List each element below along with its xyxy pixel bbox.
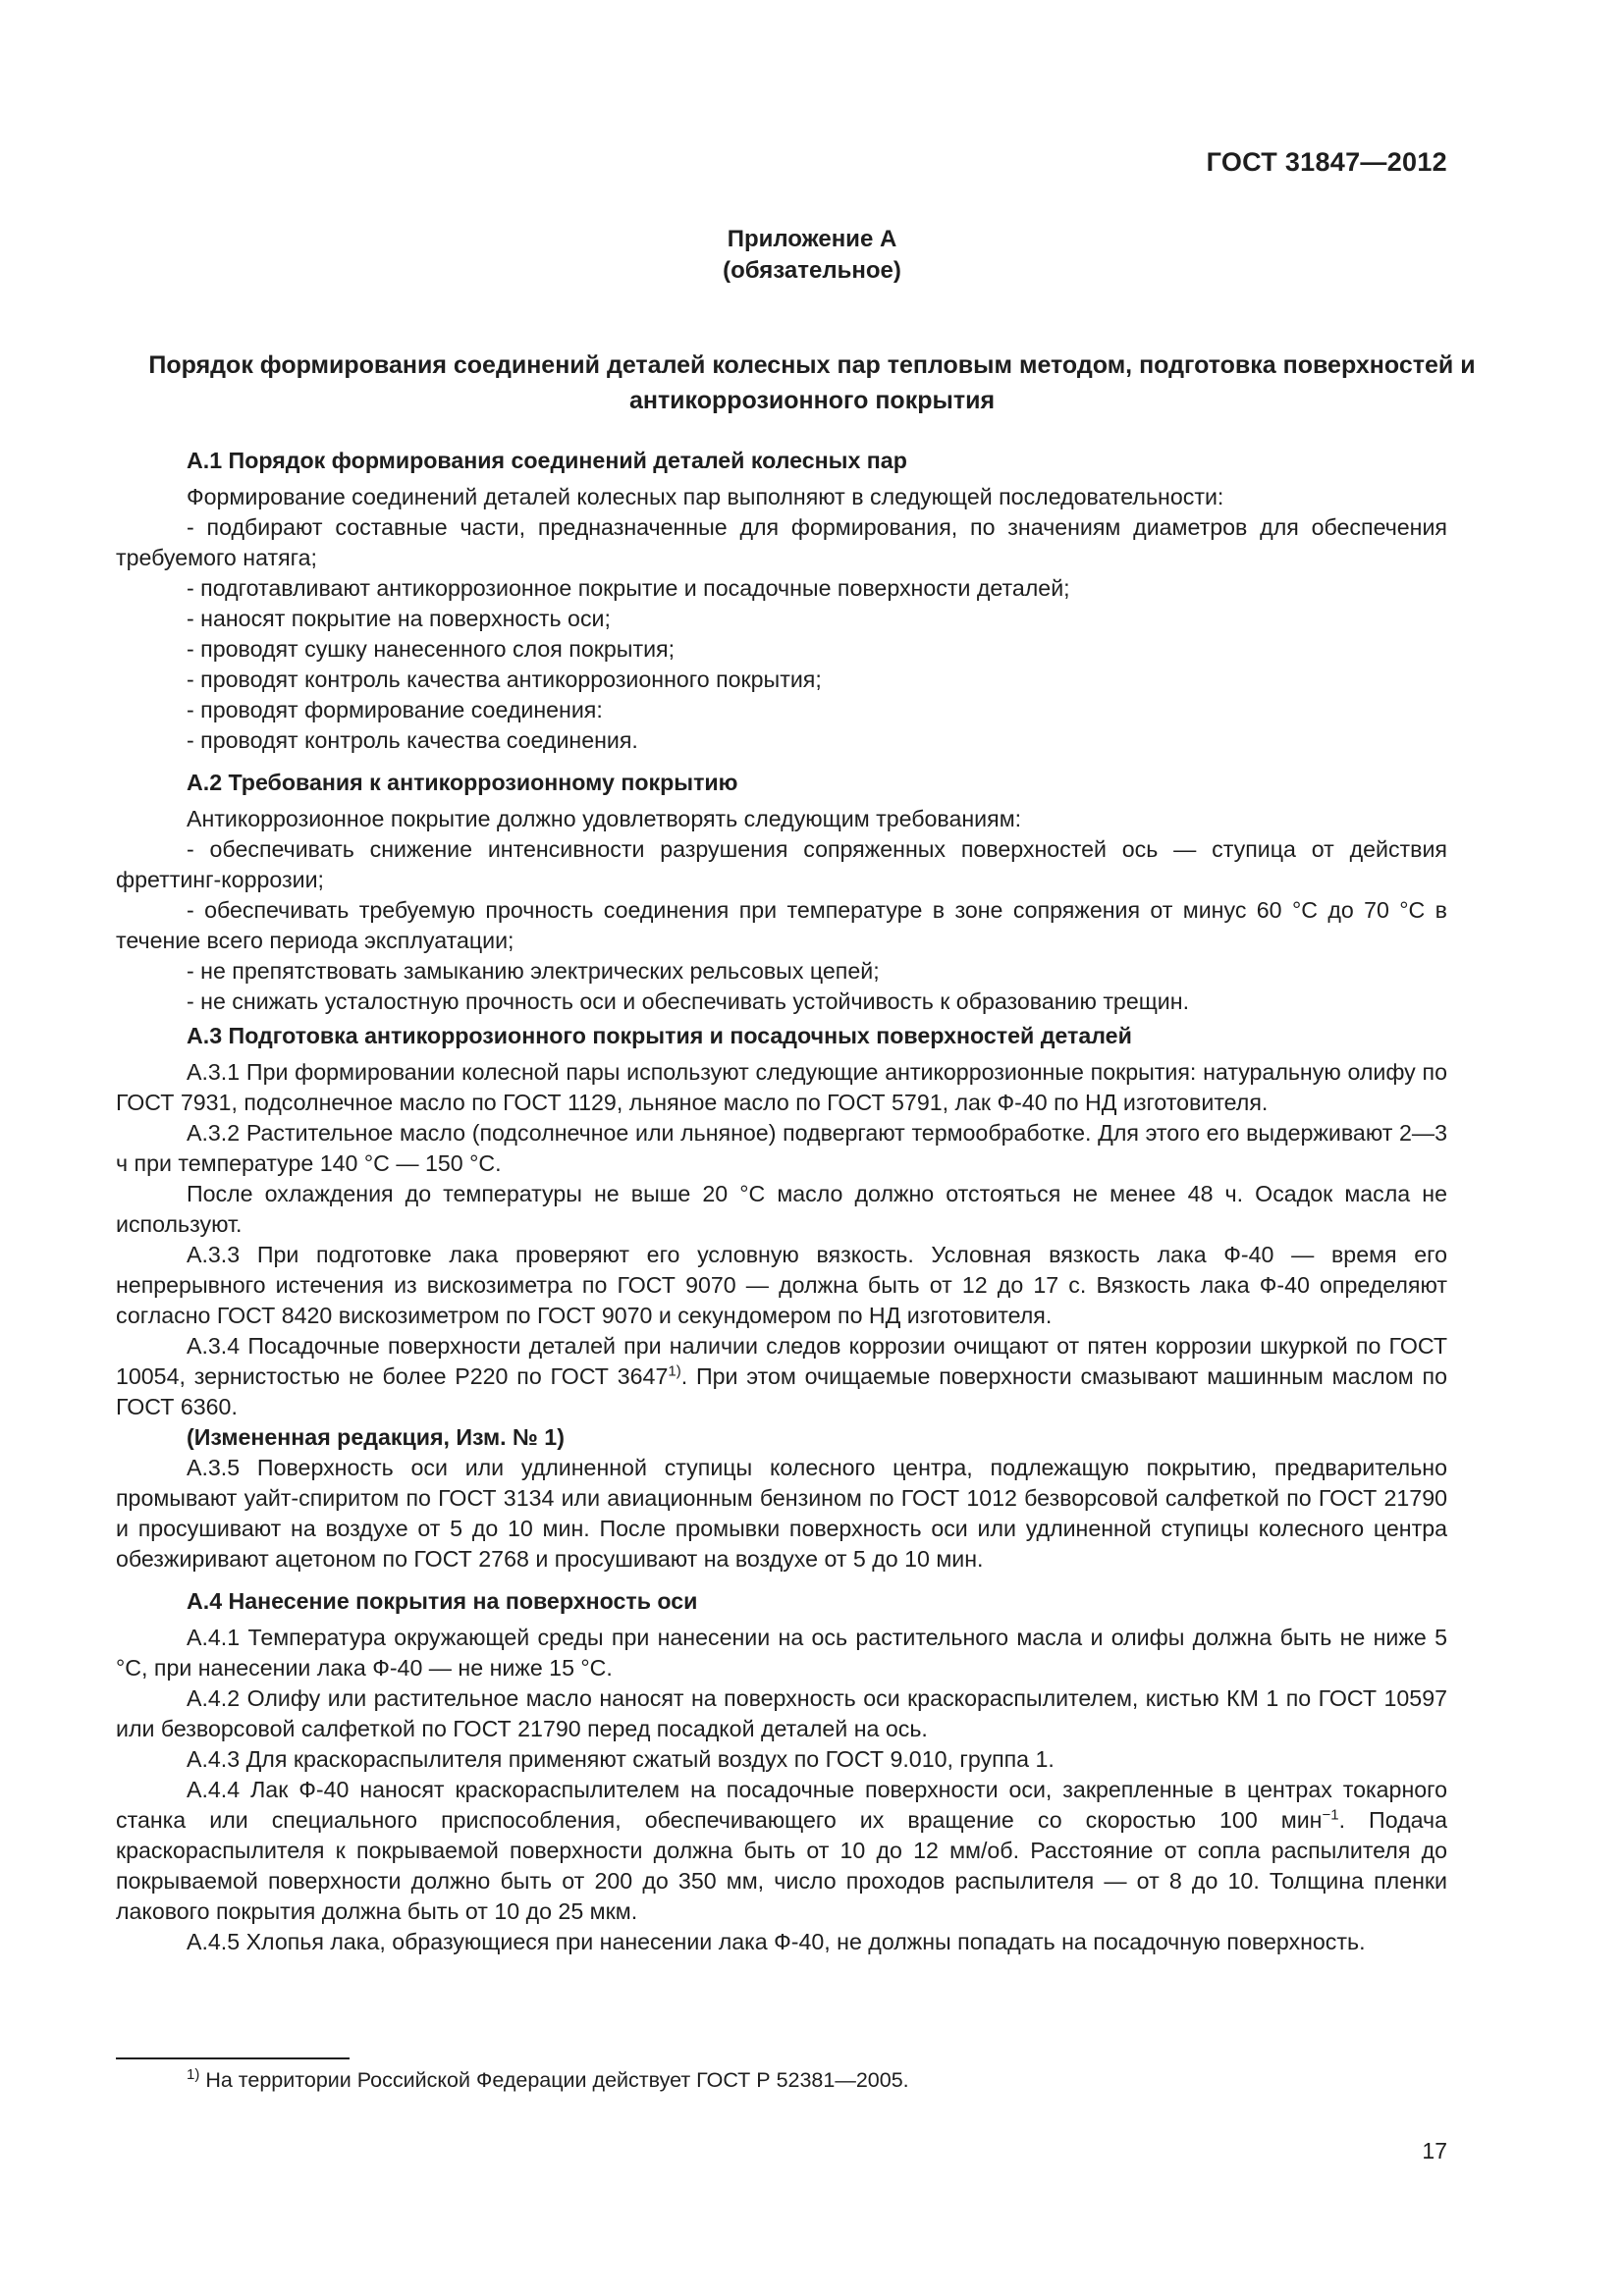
footnote-reference: 1)	[668, 1362, 681, 1380]
section-a1-list-item: - проводят сушку нанесенного слоя покрытия;	[187, 636, 676, 662]
clause-a4-4-text-start: А.4.4 Лак Ф-40 наносят краскораспылителем на посадочные поверхности оси, закрепленные в центрах токарного станка или специального приспособления, обеспечивающего их вращение со скоростью 100 мин	[116, 1777, 1447, 1833]
amendment-note: (Измененная редакция, Изм. № 1)	[187, 1424, 565, 1450]
section-a3-title: А.3 Подготовка антикоррозионного покрытия и посадочных поверхностей деталей	[187, 1023, 1132, 1048]
appendix-status: (обязательное)	[723, 257, 901, 284]
footnote-mark: 1)	[187, 2065, 200, 2083]
appendix-heading	[0, 224, 1624, 287]
section-a4-title: А.4 Нанесение покрытия на поверхность оси	[187, 1588, 698, 1614]
page-number: 17	[1422, 2138, 1447, 2163]
clause-a3-4-text-start: А.3.4 Посадочные поверхности деталей при наличии следов коррозии очищают от пятен коррозии шкуркой по ГОСТ 10054, зернистостью не более Р220 по ГОСТ 3647	[116, 1333, 1447, 1389]
clause-a4-2: А.4.2 Олифу или растительное масло наносят на поверхность оси краскораспылителем, кистью КМ 1 по ГОСТ 10597 или безворсовой салфеткой по ГОСТ 21790 перед посадкой деталей на ось.	[116, 1685, 1447, 1741]
clause-a3-1: А.3.1 При формировании колесной пары используют следующие антикоррозионные покрытия: натуральную олифу по ГОСТ 7931, подсолнечное масло по ГОСТ 1129, льняное масло по ГОСТ 5791, лак Ф-40 по НД изготовителя.	[116, 1059, 1447, 1115]
section-a1-list-item: - проводят контроль качества антикоррозионного покрытия;	[187, 667, 822, 692]
section-a2-list-item: - не снижать усталостную прочность оси и обеспечивать устойчивость к образованию трещин.	[187, 988, 1190, 1014]
clause-a4-3: А.4.3 Для краскораспылителя применяют сжатый воздух по ГОСТ 9.010, группа 1.	[187, 1746, 1055, 1772]
footnote-text: На территории Российской Федерации действует ГОСТ Р 52381—2005.	[199, 2068, 909, 2092]
clause-a3-4	[116, 1331, 1447, 1422]
appendix-title: Приложение А	[727, 226, 897, 252]
clause-a4-1: А.4.1 Температура окружающей среды при нанесении на ось растительного масла и олифы должна быть не ниже 5 °С, при нанесении лака Ф-40 — не ниже 15 °С.	[116, 1625, 1447, 1681]
section-a2-paragraph: Антикоррозионное покрытие должно удовлетворять следующим требованиям:	[187, 806, 1022, 831]
document-code: ГОСТ 31847—2012	[1206, 147, 1447, 177]
section-a2-list-item: - не препятствовать замыканию электрических рельсовых цепей;	[187, 958, 880, 984]
section-a1-paragraph: Формирование соединений деталей колесных пар выполняют в следующей последовательности:	[187, 484, 1224, 509]
unit-exponent: −1	[1322, 1806, 1339, 1824]
footnote-divider	[116, 2057, 350, 2059]
clause-a3-3: А.3.3 При подготовке лака проверяют его условную вязкость. Условная вязкость лака Ф-40 — время его непрерывного истечения из вискозиметра по ГОСТ 9070 — должна быть от 12 до 17 с. Вязкость лака Ф-40 определяют согласно ГОСТ 8420 вискозиметром по ГОСТ 9070 и секундомером по НД изготовителя.	[116, 1242, 1447, 1328]
clause-a4-4-text-end: . Подача краскораспылителя к покрываемой поверхности должна быть от 10 до 12 мм/об. Расстояние от сопла распылителя до покрываемой поверхности должно быть от 200 до 350 мм, число проходов распылителя — от 8 до 10. Толщина пленки лакового покрытия должна быть от 10 до 25 мкм.	[116, 1807, 1447, 1924]
section-a1-title: А.1 Порядок формирования соединений деталей колесных пар	[187, 448, 907, 473]
section-a2-list-item: - обеспечивать требуемую прочность соединения при температуре в зоне сопряжения от минус 60 °С до 70 °С в течение всего периода эксплуатации;	[116, 897, 1447, 953]
clause-a4-4	[116, 1775, 1447, 1927]
section-a1-list-item: - подбирают составные части, предназначенные для формирования, по значениям диаметров для обеспечения требуемого натяга;	[116, 514, 1447, 570]
footnote	[187, 2065, 909, 2095]
clause-a3-5: А.3.5 Поверхность оси или удлиненной ступицы колесного центра, подлежащую покрытию, предварительно промывают уайт-спиритом по ГОСТ 3134 или авиационным бензином по ГОСТ 1012 безворсовой салфеткой по ГОСТ 21790 и просушивают на воздухе от 5 до 10 мин. После промывки поверхность оси или удлиненной ступицы колесного центра обезжиривают ацетоном по ГОСТ 2768 и просушивают на воздухе от 5 до 10 мин.	[116, 1455, 1447, 1572]
document-body	[116, 446, 1447, 1957]
section-a1-list-item: - проводят формирование соединения:	[187, 697, 603, 722]
clause-a3-2: А.3.2 Растительное масло (подсолнечное или льняное) подвергают термообработке. Для этого его выдерживают 2—3 ч при температуре 140 °С — 150 °С.	[116, 1120, 1447, 1176]
section-a2-list-item: - обеспечивать снижение интенсивности разрушения сопряженных поверхностей ось — ступица от действия фреттинг-коррозии;	[116, 836, 1447, 892]
clause-a4-5: А.4.5 Хлопья лака, образующиеся при нанесении лака Ф-40, не должны попадать на посадочную поверхность.	[187, 1929, 1366, 1954]
section-a1-list-item: - проводят контроль качества соединения.	[187, 727, 638, 753]
document-title: Порядок формирования соединений деталей колесных пар тепловым методом, подготовка поверхностей и антикоррозионного покрытия	[148, 351, 1476, 414]
section-a1-list-item: - подготавливают антикоррозионное покрытие и посадочные поверхности деталей;	[187, 575, 1070, 601]
clause-a3-4-text-end: . При этом очищаемые поверхности смазывают машинным маслом по ГОСТ 6360.	[116, 1363, 1447, 1419]
section-a1-list-item: - наносят покрытие на поверхность оси;	[187, 606, 611, 631]
clause-a3-2-continued: После охлаждения до температуры не выше 20 °С масло должно отстояться не менее 48 ч. Осадок масла не используют.	[116, 1181, 1447, 1237]
section-a2-title: А.2 Требования к антикоррозионному покрытию	[187, 770, 738, 795]
